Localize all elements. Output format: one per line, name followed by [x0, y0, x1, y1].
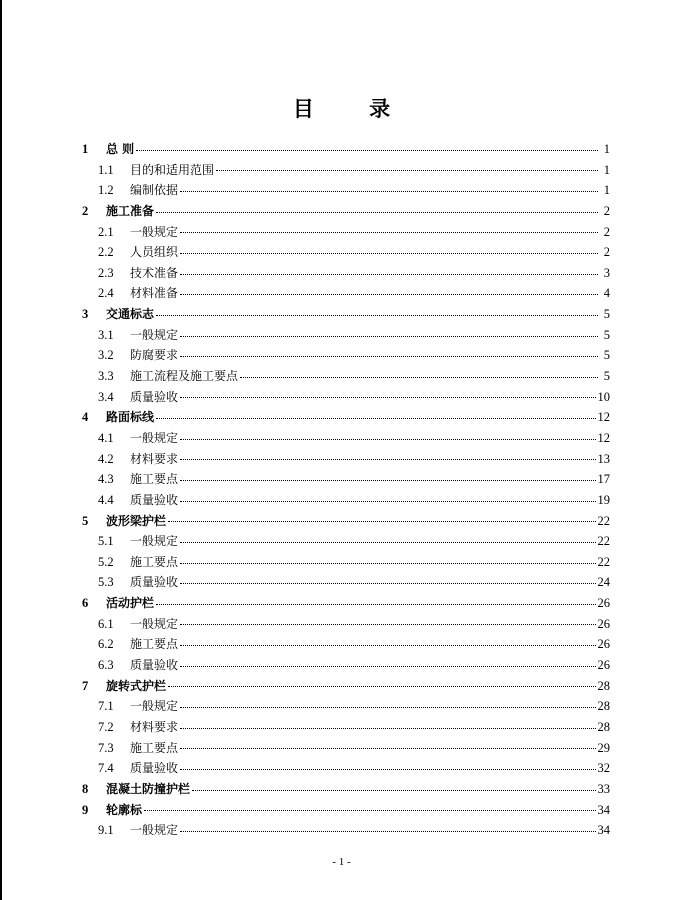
toc-entry-number: 4.1	[98, 430, 114, 445]
toc-entry-page: 1	[603, 142, 610, 156]
toc-entry-page: 17	[597, 472, 610, 487]
toc-dot-leader	[180, 389, 595, 399]
toc-dot-leader	[136, 141, 598, 151]
toc-entry-page: 28	[597, 719, 610, 734]
toc-entry-title: 混凝土防撞护栏	[106, 781, 191, 796]
toc-entry-page: 2	[603, 245, 610, 260]
toc-entry-number: 6.2	[98, 637, 114, 652]
toc-dot-leader	[180, 327, 598, 337]
toc-entry-title: 一般规定	[130, 534, 179, 549]
toc-section-entry[interactable]	[82, 532, 610, 553]
toc-entry-page: 24	[597, 575, 610, 590]
toc-entry-number: 3.2	[98, 348, 114, 363]
toc-entry-page: 12	[597, 410, 610, 425]
toc-entry-page: 22	[597, 554, 610, 569]
toc-entry-title: 质量验收	[130, 389, 179, 404]
toc-dot-leader	[180, 719, 595, 729]
toc-entry-title: 一般规定	[130, 616, 179, 631]
toc-entry-number: 8	[82, 781, 89, 796]
toc-entry-number: 5	[82, 513, 89, 528]
toc-entry-title: 活动护栏	[106, 596, 155, 611]
toc-dot-leader	[156, 409, 595, 419]
toc-section-entry[interactable]	[82, 181, 610, 202]
toc-entry-title: 一般规定	[130, 823, 179, 838]
toc-section-entry[interactable]	[82, 326, 610, 347]
toc-section-entry[interactable]	[82, 284, 610, 305]
toc-section-entry[interactable]	[82, 161, 610, 182]
toc-entry-title: 交通标志	[106, 307, 155, 322]
toc-section-entry[interactable]	[82, 264, 610, 285]
toc-entry-page: 26	[597, 596, 610, 611]
toc-dot-leader	[144, 802, 595, 812]
toc-entry-page: 12	[597, 430, 610, 445]
toc-entry-title: 总 则	[106, 142, 135, 156]
toc-section-entry[interactable]	[82, 821, 610, 842]
toc-section-entry[interactable]	[82, 553, 610, 574]
toc-dot-leader	[180, 182, 598, 192]
toc-entry-title: 编制依据	[130, 183, 179, 198]
toc-entry-number: 5.3	[98, 575, 114, 590]
toc-entry-title: 一般规定	[130, 224, 179, 239]
toc-entry-number: 5.1	[98, 534, 114, 549]
toc-entry-title: 一般规定	[130, 699, 179, 714]
toc-chapter-entry[interactable]	[82, 140, 610, 161]
toc-entry-number: 1.1	[98, 162, 114, 177]
toc-entry-title: 防腐要求	[130, 348, 179, 363]
toc-section-entry[interactable]	[82, 491, 610, 512]
toc-entry-number: 3.3	[98, 369, 114, 384]
toc-entry-number: 6.3	[98, 658, 114, 673]
toc-section-entry[interactable]	[82, 739, 610, 760]
toc-entry-page: 2	[603, 203, 610, 218]
toc-section-entry[interactable]	[82, 388, 610, 409]
toc-dot-leader	[180, 451, 595, 461]
toc-entry-page: 33	[597, 781, 610, 796]
toc-section-entry[interactable]	[82, 656, 610, 677]
toc-entry-title: 质量验收	[130, 492, 179, 507]
toc-dot-leader	[180, 554, 595, 564]
toc-dot-leader	[180, 285, 598, 295]
toc-entry-title: 施工准备	[106, 203, 155, 218]
toc-entry-number: 6	[82, 596, 89, 611]
toc-entry-title: 波形梁护栏	[106, 513, 167, 528]
toc-entry-title: 轮廓标	[106, 802, 143, 817]
toc-dot-leader	[180, 740, 595, 750]
toc-entry-title: 施工要点	[130, 740, 179, 755]
toc-entry-title: 材料要求	[130, 451, 179, 466]
toc-entry-title: 质量验收	[130, 761, 179, 776]
toc-entry-title: 一般规定	[130, 430, 179, 445]
toc-dot-leader	[180, 347, 598, 357]
toc-dot-leader	[180, 636, 595, 646]
toc-entry-page: 34	[597, 802, 610, 817]
toc-dot-leader	[192, 781, 595, 791]
toc-entry-page: 5	[603, 348, 610, 363]
toc-entry-page: 5	[603, 369, 610, 384]
toc-entry-number: 5.2	[98, 554, 114, 569]
toc-entry-title: 施工要点	[130, 472, 179, 487]
toc-entry-number: 1	[82, 142, 89, 156]
toc-section-entry[interactable]	[82, 718, 610, 739]
toc-dot-leader	[180, 492, 595, 502]
toc-entry-page: 10	[597, 389, 610, 404]
toc-dot-leader	[180, 471, 595, 481]
page-number: - 1 -	[332, 856, 351, 868]
toc-dot-leader	[180, 533, 595, 543]
toc-dot-leader	[180, 822, 595, 832]
toc-entry-title: 目的和适用范围	[130, 162, 215, 177]
toc-dot-leader	[180, 657, 595, 667]
toc-chapter-entry[interactable]	[82, 594, 610, 615]
toc-dot-leader	[156, 306, 598, 316]
toc-entry-number: 2	[82, 203, 89, 218]
toc-section-entry[interactable]	[82, 615, 610, 636]
toc-section-entry[interactable]	[82, 697, 610, 718]
toc-entry-number: 4.3	[98, 472, 114, 487]
toc-dot-leader	[180, 430, 595, 440]
toc-entry-page: 26	[597, 658, 610, 673]
toc-entry-page: 5	[603, 327, 610, 342]
toc-entry-title: 施工要点	[130, 554, 179, 569]
toc-entry-number: 6.1	[98, 616, 114, 631]
toc-entry-page: 29	[597, 740, 610, 755]
toc-entry-title: 施工流程及施工要点	[130, 369, 239, 384]
toc-dot-leader	[168, 678, 595, 688]
toc-entry-page: 3	[603, 265, 610, 280]
toc-entry-title: 技术准备	[130, 265, 179, 280]
toc-entry-number: 7.1	[98, 699, 114, 714]
toc-entry-page: 28	[597, 699, 610, 714]
toc-section-entry[interactable]	[82, 367, 610, 388]
toc-entry-number: 7	[82, 678, 89, 693]
toc-dot-leader	[180, 244, 598, 254]
toc-entry-page: 22	[597, 513, 610, 528]
toc-section-entry[interactable]	[82, 450, 610, 471]
toc-section-entry[interactable]	[82, 759, 610, 780]
toc-entry-page: 26	[597, 637, 610, 652]
toc-entry-title: 一般规定	[130, 327, 179, 342]
toc-entry-page: 2	[603, 224, 610, 239]
toc-entry-number: 7.3	[98, 740, 114, 755]
toc-entry-page: 34	[597, 823, 610, 838]
toc-entry-number: 2.2	[98, 245, 114, 260]
page-title: 目 录	[292, 97, 415, 121]
toc-entry-title: 质量验收	[130, 575, 179, 590]
toc-dot-leader	[180, 574, 595, 584]
toc-entry-title: 材料准备	[130, 286, 179, 301]
toc-dot-leader	[180, 698, 595, 708]
toc-entry-page: 22	[597, 534, 610, 549]
toc-entry-number: 2.3	[98, 265, 114, 280]
toc-entry-number: 4	[82, 410, 89, 425]
toc-chapter-entry[interactable]	[82, 202, 610, 223]
toc-dot-leader	[180, 760, 595, 770]
toc-section-entry[interactable]	[82, 429, 610, 450]
toc-entry-page: 1	[603, 183, 610, 198]
toc-section-entry[interactable]	[82, 346, 610, 367]
toc-dot-leader	[156, 203, 598, 213]
toc-entry-page: 28	[597, 678, 610, 693]
toc-entry-number: 4.4	[98, 492, 114, 507]
toc-dot-leader	[156, 595, 595, 605]
toc-entry-number: 2.4	[98, 286, 114, 301]
toc-entry-title: 旋转式护栏	[106, 678, 167, 693]
toc-entry-title: 人员组织	[130, 245, 179, 260]
toc-entry-title: 路面标线	[106, 410, 155, 425]
toc-entry-number: 1.2	[98, 183, 114, 198]
toc-entry-page: 32	[597, 761, 610, 776]
toc-chapter-entry[interactable]	[82, 408, 610, 429]
table-of-contents	[82, 140, 610, 842]
toc-dot-leader	[216, 162, 598, 172]
toc-section-entry[interactable]	[82, 573, 610, 594]
toc-entry-number: 4.2	[98, 451, 114, 466]
toc-section-entry[interactable]	[82, 243, 610, 264]
toc-entry-page: 19	[597, 492, 610, 507]
toc-chapter-entry[interactable]	[82, 512, 610, 533]
toc-entry-number: 2.1	[98, 224, 114, 239]
toc-entry-number: 9	[82, 802, 89, 817]
toc-entry-number: 7.4	[98, 761, 114, 776]
toc-section-entry[interactable]	[82, 223, 610, 244]
toc-dot-leader	[168, 513, 595, 523]
toc-entry-number: 3.1	[98, 327, 114, 342]
toc-chapter-entry[interactable]	[82, 677, 610, 698]
toc-section-entry[interactable]	[82, 635, 610, 656]
toc-chapter-entry[interactable]	[82, 305, 610, 326]
toc-chapter-entry[interactable]	[82, 780, 610, 801]
toc-section-entry[interactable]	[82, 470, 610, 491]
toc-entry-number: 7.2	[98, 719, 114, 734]
toc-entry-title: 材料要求	[130, 719, 179, 734]
toc-entry-number: 3.4	[98, 389, 114, 404]
toc-entry-page: 5	[603, 307, 610, 322]
toc-entry-page: 1	[603, 162, 610, 177]
page-left-border	[0, 0, 2, 900]
toc-entry-title: 质量验收	[130, 658, 179, 673]
toc-entry-number: 3	[82, 307, 89, 322]
toc-dot-leader	[180, 265, 598, 275]
toc-chapter-entry[interactable]	[82, 801, 610, 822]
toc-entry-title: 施工要点	[130, 637, 179, 652]
toc-entry-number: 9.1	[98, 823, 114, 838]
toc-entry-page: 4	[603, 286, 610, 301]
toc-dot-leader	[180, 616, 595, 626]
toc-dot-leader	[240, 368, 598, 378]
toc-dot-leader	[180, 224, 598, 234]
toc-entry-page: 13	[597, 451, 610, 466]
toc-entry-page: 26	[597, 616, 610, 631]
